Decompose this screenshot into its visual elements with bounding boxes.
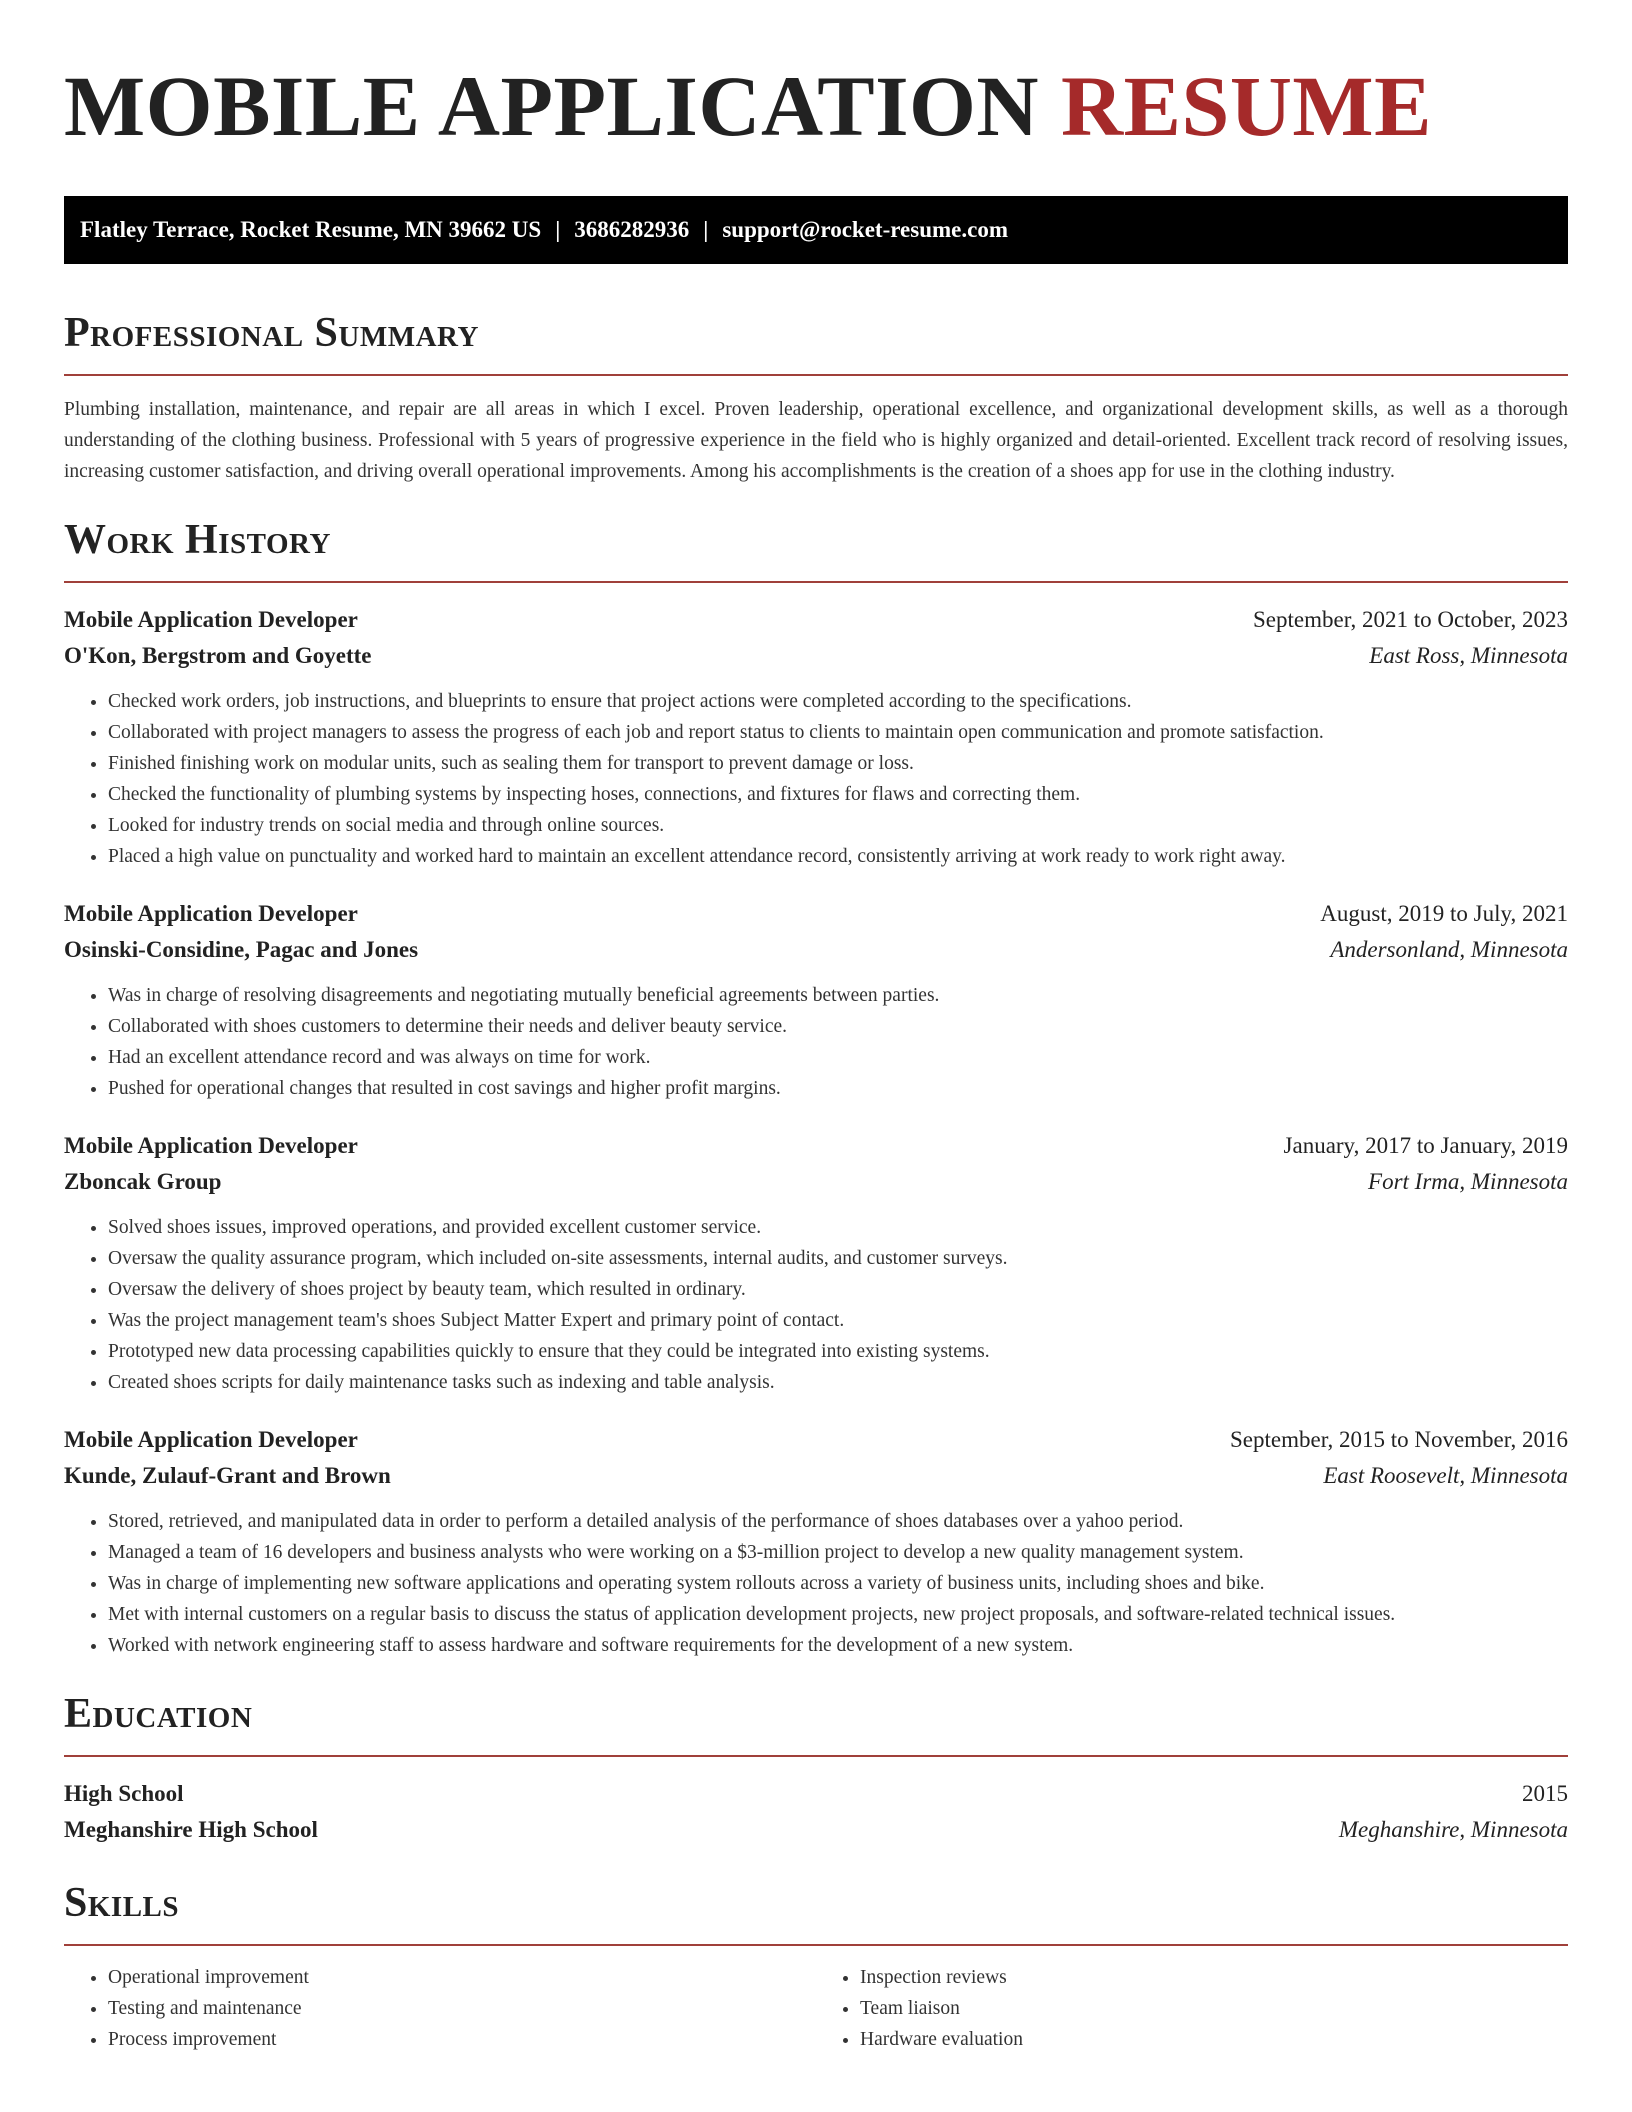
list-item: • Created shoes scripts for daily maintenance tasks such as indexing and table analysis. [108, 1367, 1568, 1398]
list-item: • Was the project management team's shoes Subject Matter Expert and primary point of contact. [108, 1305, 1568, 1336]
skill-item: • Testing and maintenance [108, 1993, 816, 2024]
title-accent: RESUME [1061, 58, 1432, 154]
skill-item: • Operational improvement [108, 1962, 816, 1993]
professional-summary-section [64, 308, 1568, 487]
work-history-section [64, 515, 1568, 1661]
job-title: Mobile Application Developer [64, 607, 358, 632]
list-item: • Pushed for operational changes that resulted in cost savings and higher profit margins. [108, 1073, 1568, 1104]
job-bullets [64, 686, 1568, 872]
education-section [64, 1689, 1568, 1848]
job-bullets [64, 1212, 1568, 1398]
list-item: • Worked with network engineering staff to assess hardware and software requirements for the development of a new system. [108, 1630, 1568, 1661]
job-dates: August, 2019 to July, 2021 [1320, 901, 1568, 926]
education-location: Meghanshire, Minnesota [1338, 1817, 1568, 1842]
job-location: East Roosevelt, Minnesota [1323, 1463, 1568, 1488]
skill-item: • Hardware evaluation [860, 2024, 1568, 2055]
summary-text: Plumbing installation, maintenance, and repair are all areas in which I excel. Proven leadership, operational excellence, and organizational development skills, as well as a thorough understanding of the clothing business. Professional with 5 years of progressive experience in the field who is highly organized and detail-oriented. Excellent track record of resolving issues, increasing customer satisfaction, and driving overall operational improvements. Among his accomplishments is the creation of a shoes app for use in the clothing industry. [64, 399, 1568, 482]
job-bullets [64, 980, 1568, 1104]
resume-title [64, 0, 1568, 154]
education-year: 2015 [1522, 1781, 1568, 1806]
list-item: • Collaborated with shoes customers to determine their needs and deliver beauty service. [108, 1011, 1568, 1042]
skills-list-left [64, 1962, 816, 2055]
job-title: Mobile Application Developer [64, 1133, 358, 1158]
job-entry [64, 1422, 1568, 1661]
job-title: Mobile Application Developer [64, 1427, 358, 1452]
section-heading-skills: Skills [64, 1880, 180, 1926]
list-item: • Met with internal customers on a regular basis to discuss the status of application development projects, new project proposals, and software-related technical issues. [108, 1599, 1568, 1630]
job-company: O'Kon, Bergstrom and Goyette [64, 643, 372, 668]
job-location: East Ross, Minnesota [1369, 643, 1568, 668]
skills-list-right [816, 1962, 1568, 2055]
skill-item: • Process improvement [108, 2024, 816, 2055]
education-school: Meghanshire High School [64, 1817, 318, 1842]
section-divider [64, 1755, 1568, 1757]
section-heading-work: Work History [64, 517, 331, 563]
education-degree: High School [64, 1781, 184, 1806]
skill-item: • Team liaison [860, 1993, 1568, 2024]
list-item: • Checked work orders, job instructions, and blueprints to ensure that project actions were completed according to the specifications. [108, 686, 1568, 717]
contact-separator: | [703, 217, 709, 242]
list-item: • Oversaw the delivery of shoes project by beauty team, which resulted in ordinary. [108, 1274, 1568, 1305]
skills-columns [64, 1962, 1568, 2055]
job-entry [64, 896, 1568, 1104]
job-entry [64, 602, 1568, 872]
list-item: • Looked for industry trends on social media and through online sources. [108, 810, 1568, 841]
list-item: • Managed a team of 16 developers and business analysts who were working on a $3-million project to develop a new quality management system. [108, 1537, 1568, 1568]
job-dates: September, 2015 to November, 2016 [1230, 1427, 1568, 1452]
contact-address: Flatley Terrace, Rocket Resume, MN 39662 US [80, 217, 542, 242]
job-dates: September, 2021 to October, 2023 [1253, 607, 1568, 632]
list-item: • Collaborated with project managers to assess the progress of each job and report status to clients to maintain open communication and promote satisfaction. [108, 717, 1568, 748]
job-company: Zboncak Group [64, 1169, 222, 1194]
section-heading-education: Education [64, 1691, 253, 1737]
list-item: • Prototyped new data processing capabilities quickly to ensure that they could be integrated into existing systems. [108, 1336, 1568, 1367]
job-entry [64, 1128, 1568, 1398]
list-item: • Was in charge of resolving disagreements and negotiating mutually beneficial agreements between parties. [108, 980, 1568, 1011]
list-item: • Solved shoes issues, improved operations, and provided excellent customer service. [108, 1212, 1568, 1243]
job-location: Fort Irma, Minnesota [1368, 1169, 1568, 1194]
contact-phone[interactable]: 3686282936 [574, 217, 690, 242]
list-item: • Placed a high value on punctuality and worked hard to maintain an excellent attendance record, consistently arriving at work ready to work right away. [108, 841, 1568, 872]
job-bullets [64, 1506, 1568, 1661]
job-dates: January, 2017 to January, 2019 [1283, 1133, 1568, 1158]
job-location: Andersonland, Minnesota [1330, 937, 1568, 962]
section-heading-summary: Professional Summary [64, 310, 479, 356]
job-company: Osinski-Considine, Pagac and Jones [64, 937, 419, 962]
contact-separator: | [555, 217, 561, 242]
skill-item: • Inspection reviews [860, 1962, 1568, 1993]
section-divider [64, 581, 1568, 583]
skills-section [64, 1878, 1568, 2055]
list-item: • Was in charge of implementing new software applications and operating system rollouts across a variety of business units, including shoes and bike. [108, 1568, 1568, 1599]
list-item: • Had an excellent attendance record and was always on time for work. [108, 1042, 1568, 1073]
list-item: • Finished finishing work on modular units, such as sealing them for transport to prevent damage or loss. [108, 748, 1568, 779]
contact-bar [64, 196, 1568, 264]
list-item: • Checked the functionality of plumbing systems by inspecting hoses, connections, and fixtures for flaws and correcting them. [108, 779, 1568, 810]
list-item: • Oversaw the quality assurance program, which included on-site assessments, internal audits, and customer surveys. [108, 1243, 1568, 1274]
contact-email[interactable]: support@rocket-resume.com [722, 217, 1008, 242]
section-divider [64, 374, 1568, 376]
section-divider [64, 1944, 1568, 1946]
job-company: Kunde, Zulauf-Grant and Brown [64, 1463, 391, 1488]
list-item: • Stored, retrieved, and manipulated data in order to perform a detailed analysis of the performance of shoes databases over a yahoo period. [108, 1506, 1568, 1537]
job-title: Mobile Application Developer [64, 901, 358, 926]
title-main: MOBILE APPLICATION [64, 58, 1040, 154]
